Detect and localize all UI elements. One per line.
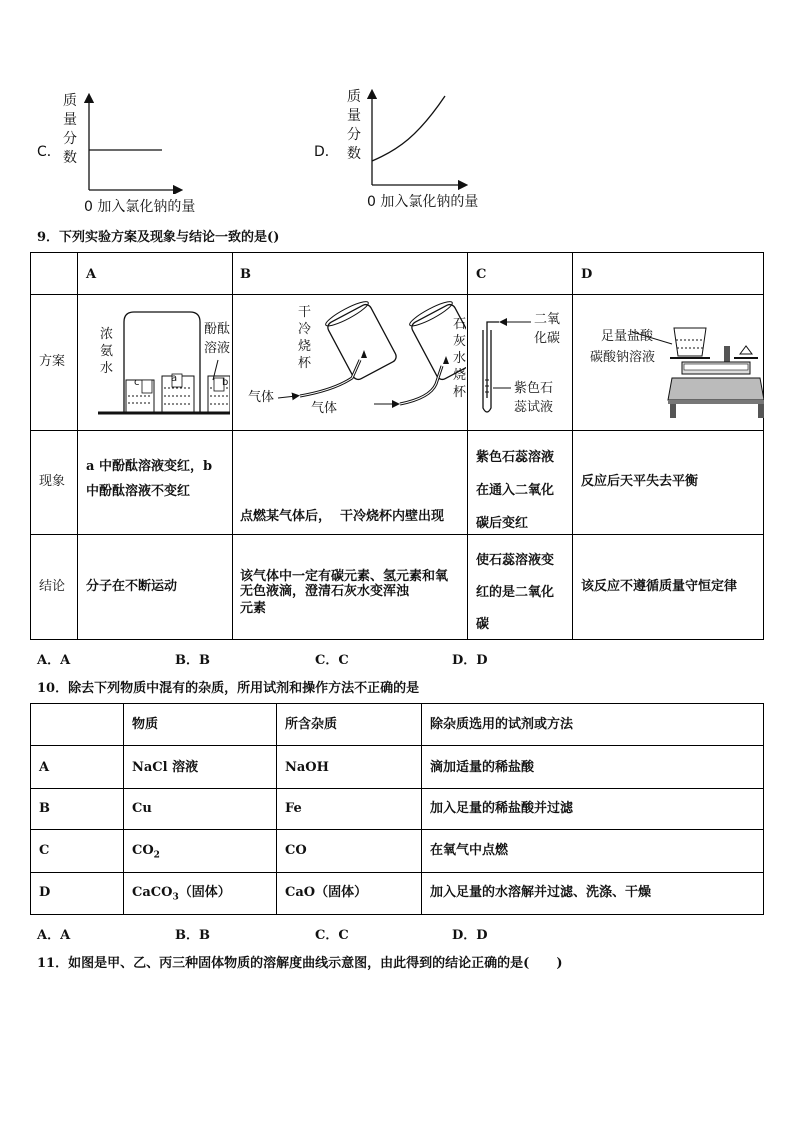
beaker-a-label: a	[171, 373, 178, 384]
q10-stem: 10．除去下列物质中混有的杂质，所用试剂和操作方法不正确的是	[37, 681, 420, 696]
scheme-c-co2-label: 二氧 化碳	[534, 312, 561, 346]
q9-conclusion-c: 使石蕊溶液变 红的是二氧化 碳	[476, 553, 555, 632]
q9-phenomenon-d: 反应后天平失去平衡	[581, 474, 699, 489]
q10-row-d-substance: CaCO$_3$（固体）	[132, 885, 231, 903]
q9-table	[30, 252, 764, 640]
q10-row-b-method: 加入足量的稀盐酸并过滤	[430, 801, 574, 816]
scheme-a-ammonia-label: 浓 氨 水	[100, 327, 114, 376]
scheme-d-solution-label: 碳酸钠溶液	[590, 350, 656, 365]
scheme-b-gas-label-2: 气体	[311, 401, 338, 416]
q10-row-a-method: 滴加适量的稀盐酸	[430, 760, 535, 775]
graph-d-plot	[363, 88, 473, 190]
graph-d-y-label: 质 量 分 数	[347, 89, 361, 162]
q10-option-b: B．B	[175, 928, 210, 943]
balance-base	[668, 378, 764, 400]
q10-option-a: A．A	[37, 928, 71, 943]
q10-row-b-label: B	[39, 801, 50, 816]
q9-header-a: A	[86, 267, 97, 282]
q9-header-d: D	[581, 267, 593, 282]
scheme-d-acid-label: 足量盐酸	[601, 329, 654, 344]
q10-row-c-impurity: CO	[285, 843, 307, 858]
q10-row-a-substance: NaCl 溶液	[132, 760, 199, 775]
scheme-a-phenol-label: 酚酞 溶液	[204, 322, 231, 356]
q10-row-b-substance: Cu	[132, 801, 152, 816]
scheme-b-dry-beaker-label: 干 冷 烧 杯	[298, 305, 312, 371]
q10-header-method: 除杂质选用的试剂或方法	[430, 717, 574, 732]
q11-stem: 11．如图是甲、乙、丙三种固体物质的溶解度曲线示意图，由此得到的结论正确的是( )	[37, 956, 563, 971]
q9-conclusion-b: 该气体中一定有碳元素、氢元素和氧 元素	[240, 569, 449, 616]
scheme-b-diagram	[234, 300, 466, 428]
scheme-b-gas-label-1: 气体	[248, 390, 275, 405]
q10-row-a-label: A	[39, 760, 50, 775]
q10-row-a-impurity: NaOH	[285, 760, 329, 775]
q9-stem: 9．下列实验方案及现象与结论一致的是()	[37, 230, 280, 245]
rising-curve	[372, 96, 445, 161]
q9-phenomenon-b: 点燃某气体后， 干冷烧杯内壁出现 无色液滴，澄清石灰水变浑浊	[240, 509, 445, 599]
q10-header-substance: 物质	[132, 717, 159, 732]
q9-option-c: C．C	[315, 653, 349, 668]
q9-row-label-scheme: 方案	[39, 354, 66, 369]
q10-header-impurity: 所含杂质	[285, 717, 338, 732]
q10-row-c-substance: $CO_2$	[132, 843, 160, 861]
q9-option-b: B．B	[175, 653, 210, 668]
q9-conclusion-d: 该反应不遵循质量守恒定律	[581, 579, 738, 594]
graph-c-option-label: C．	[37, 144, 61, 160]
q10-option-c: C．C	[315, 928, 349, 943]
q10-row-d-impurity: CaO（固体）	[285, 885, 368, 900]
q9-option-a: A．A	[37, 653, 71, 668]
q10-row-d-method: 加入足量的水溶解并过滤、洗涤、干燥	[430, 885, 652, 900]
q9-header-b: B	[240, 267, 251, 282]
q9-phenomenon-a: a 中酚酞溶液变红，b 中酚酞溶液不变红	[86, 459, 213, 499]
graph-d-option-label: D．	[314, 144, 339, 160]
delivery-tube	[487, 322, 499, 398]
q10-option-d: D．D	[452, 928, 488, 943]
graph-c-y-label: 质 量 分 数	[63, 93, 77, 166]
q10-row-c-method: 在氧气中点燃	[430, 843, 509, 858]
q10-row-b-impurity: Fe	[285, 801, 302, 816]
graph-c-plot	[80, 92, 185, 194]
graph-c-x-label: 0 加入氯化钠的量	[84, 199, 196, 215]
q9-option-d: D．D	[452, 653, 488, 668]
q10-row-d-label: D	[39, 885, 51, 900]
q10-row-c-label: C	[39, 843, 50, 858]
q10-table	[30, 703, 764, 915]
scheme-c-litmus-label: 紫色石 蕊试液	[514, 381, 554, 415]
beaker-c-label: c	[134, 377, 140, 388]
graph-d-x-label: 0 加入氯化钠的量	[367, 194, 479, 210]
q9-row-label-conclusion: 结论	[39, 579, 66, 594]
beaker-with-acid	[674, 328, 706, 356]
q9-header-c: C	[476, 267, 487, 282]
q9-phenomenon-c: 紫色石蕊溶液 在通入二氧化 碳后变红	[476, 450, 555, 531]
q9-conclusion-a: 分子在不断运动	[86, 579, 178, 594]
q9-row-label-phenomenon: 现象	[39, 474, 66, 489]
beaker-b-label: b	[222, 377, 229, 388]
scheme-b-limewater-label: 石 灰 水 烧 杯	[453, 317, 467, 400]
